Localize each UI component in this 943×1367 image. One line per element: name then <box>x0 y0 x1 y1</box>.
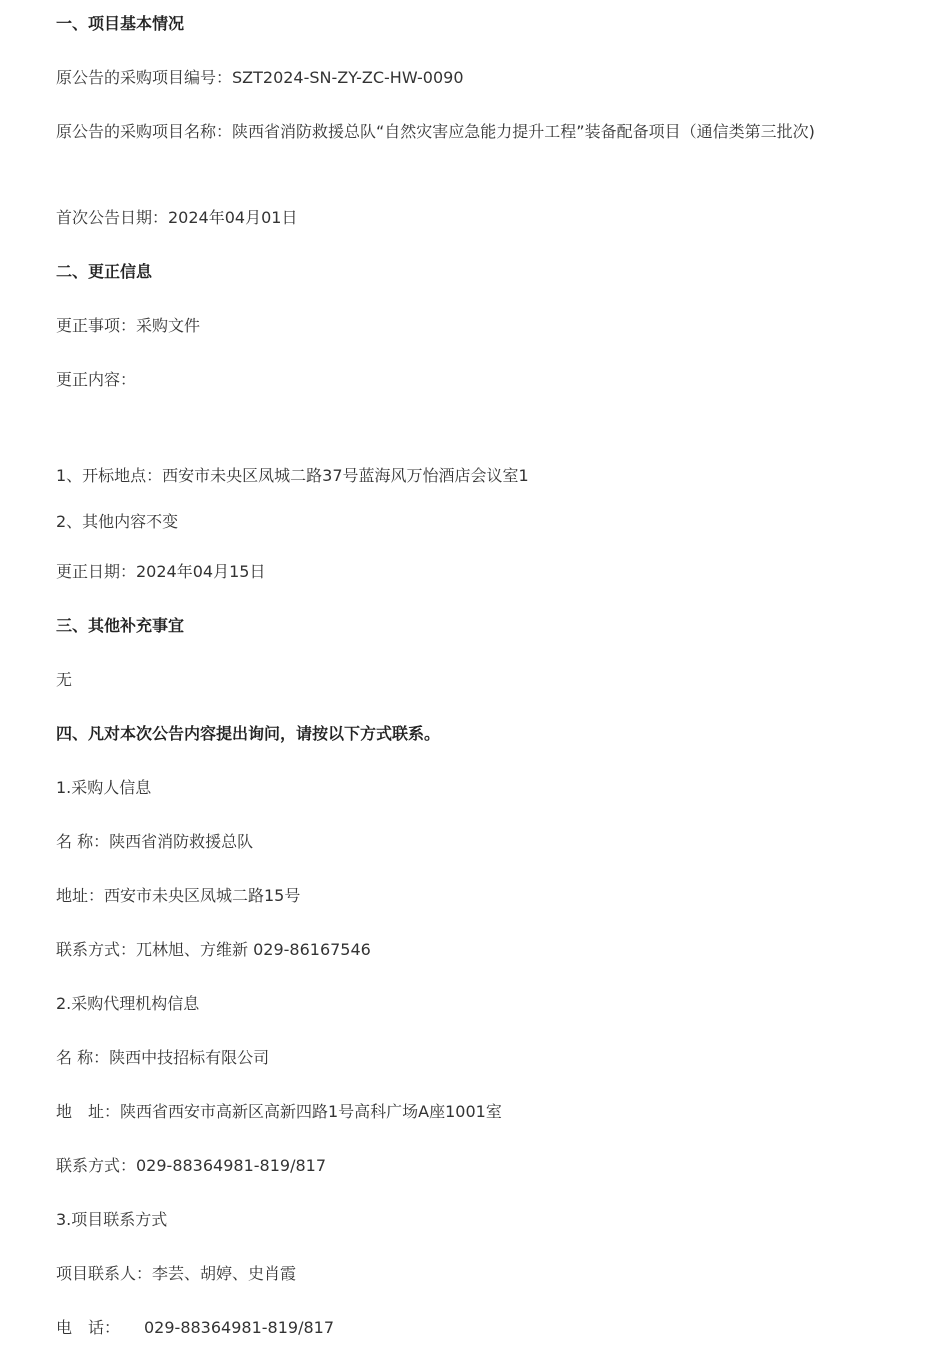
purchaser-name: 名 称：陕西省消防救援总队 <box>56 832 254 851</box>
project-contact-person: 项目联系人：李芸、胡婷、史肖霞 <box>56 1264 297 1283</box>
supplement-body: 无 <box>56 670 73 689</box>
section-3-heading: 三、其他补充事宜 <box>56 616 185 635</box>
correction-content-label: 更正内容： <box>56 370 137 389</box>
agency-contact: 联系方式：029-88364981-819/817 <box>56 1156 326 1175</box>
purchaser-heading: 1.采购人信息 <box>56 778 152 797</box>
project-name: 原公告的采购项目名称：陕西省消防救援总队“自然灾害应急能力提升工程”装备配备项目（通信类第三批次) <box>56 122 815 141</box>
project-number: 原公告的采购项目编号：SZT2024-SN-ZY-ZC-HW-0090 <box>56 68 464 87</box>
purchaser-contact: 联系方式：兀林旭、方维新 029-86167546 <box>56 940 371 959</box>
agency-heading: 2.采购代理机构信息 <box>56 994 200 1013</box>
section-1-heading: 一、项目基本情况 <box>56 14 185 33</box>
section-4-heading: 四、凡对本次公告内容提出询问，请按以下方式联系。 <box>56 724 441 743</box>
project-phone: 电 话： 029-88364981-819/817 <box>56 1318 334 1337</box>
purchaser-address: 地址：西安市未央区凤城二路15号 <box>56 886 301 905</box>
section-2-heading: 二、更正信息 <box>56 262 153 281</box>
agency-address: 地 址：陕西省西安市高新区高新四路1号高科广场A座1001室 <box>56 1102 502 1121</box>
correction-date: 更正日期：2024年04月15日 <box>56 562 266 581</box>
project-contact-heading: 3.项目联系方式 <box>56 1210 168 1229</box>
first-announcement-date: 首次公告日期：2024年04月01日 <box>56 208 298 227</box>
correction-point-2: 2、其他内容不变 <box>56 512 179 531</box>
agency-name: 名 称：陕西中技招标有限公司 <box>56 1048 270 1067</box>
correction-item: 更正事项：采购文件 <box>56 316 201 335</box>
correction-point-1: 1、开标地点：西安市未央区凤城二路37号蓝海风万怡酒店会议室1 <box>56 466 529 485</box>
